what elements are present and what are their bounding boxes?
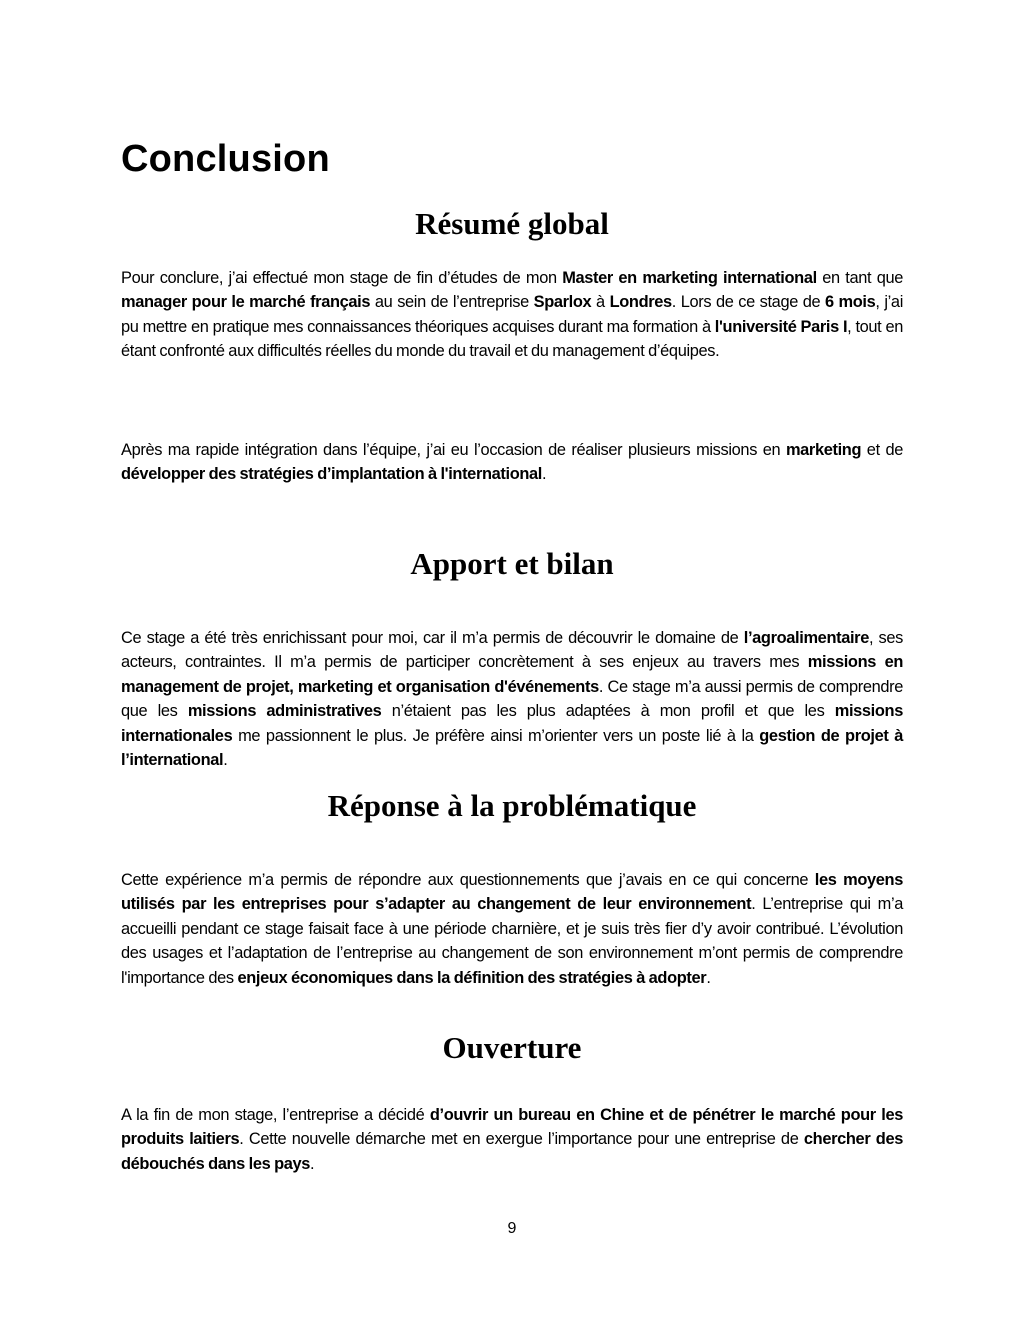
text-run: Après ma rapide intégration dans l’équipe, j’ai eu l’occasion de réaliser plusieurs missions en <box>121 441 786 459</box>
text-run: . Ce stage m’a aussi permis de comprendre que les <box>121 677 903 721</box>
section-heading-apport-bilan: Apport et bilan <box>410 546 614 581</box>
bold-text-run: 6 mois <box>825 293 876 312</box>
page-title: Conclusion <box>121 138 330 180</box>
section-heading-reponse-problematique: Réponse à la problématique <box>327 788 697 823</box>
bold-text-run: l’agroalimentaire <box>743 629 869 647</box>
text-run: me passionnent le plus. Je préfère ainsi m’orienter vers un poste lié à la <box>232 726 760 745</box>
paragraph-resume-intro <box>121 266 903 364</box>
text-run: en tant que <box>816 269 903 287</box>
text-run: A la fin de mon stage, l’entreprise a décidé <box>121 1106 430 1124</box>
bold-text-run: d’ouvrir un bureau en Chine et de pénétrer le marché pour les produits laitiers <box>121 1106 903 1149</box>
bold-text-run: Master en marketing international <box>562 269 817 287</box>
text-run: et de <box>861 441 903 459</box>
text-run: , j’ai pu mettre en pratique mes connaissances théoriques acquises durant ma formation à <box>121 293 903 336</box>
text-run: n’étaient pas les plus adaptées à mon profil et que les <box>381 702 835 721</box>
text-run: . Cette nouvelle démarche met en exergue l’importance pour une entreprise de <box>239 1130 804 1149</box>
text-run: . Lors de ce stage de <box>671 293 826 312</box>
bold-text-run: manager pour le marché français <box>121 293 371 312</box>
text-run: , ses acteurs, contraintes. Il m’a permis de participer concrètement à ses enjeux au travers mes <box>121 629 903 672</box>
bold-text-run: missions administratives <box>187 702 382 721</box>
bold-text-run: marketing <box>785 441 862 459</box>
bold-text-run: les moyens utilisés par les entreprises pour s’adapter au changement de leur environnement <box>121 871 903 914</box>
bold-text-run: développer des stratégies d’implantation à l'international <box>121 465 543 484</box>
bold-text-run: missions internationales <box>121 702 903 745</box>
text-run: à <box>591 293 610 312</box>
text-run: Cette expérience m’a permis de répondre aux questionnements que j’avais en ce qui concerne <box>121 871 815 889</box>
paragraph-reponse-problematique <box>121 868 903 990</box>
paragraph-apport-bilan <box>121 626 903 772</box>
text-run: Pour conclure, j’ai effectué mon stage de fin d’études de mon <box>121 269 563 287</box>
text-run: . L’entreprise qui m’a accueilli pendant ce stage faisait face à une période charnière, et je suis très fier d’y avoir contribué. L’évolution des usages et l’adaptation de l’entreprise au changement de son environnement m’ont permis de comprendre l'importance des <box>121 895 903 987</box>
section-heading-ouverture: Ouverture <box>442 1030 582 1065</box>
bold-text-run: Sparlox <box>533 293 592 312</box>
section-heading-resume-global: Résumé global <box>415 206 609 241</box>
bold-text-run: gestion de projet à l’international <box>121 726 903 770</box>
bold-text-run: missions en management de projet, marketing et organisation d'événements <box>121 653 903 696</box>
bold-text-run: l'université Paris I <box>714 317 848 336</box>
text-run: . <box>223 751 228 770</box>
paragraph-resume-missions <box>121 438 903 487</box>
text-run: . <box>310 1154 315 1173</box>
page-number: 9 <box>507 1220 517 1237</box>
text-run: . <box>542 465 547 484</box>
text-run: au sein de l’entreprise <box>370 293 534 312</box>
text-run: Ce stage a été très enrichissant pour moi, car il m’a permis de découvrir le domaine de <box>121 629 744 647</box>
text-run: . <box>706 968 711 987</box>
paragraph-ouverture <box>121 1103 903 1176</box>
bold-text-run: chercher des débouchés dans les pays <box>121 1130 903 1173</box>
text-run: , tout en étant confronté aux difficultés réelles du monde du travail et du management d’équipes. <box>121 317 903 361</box>
bold-text-run: enjeux économiques dans la définition des stratégies à adopter <box>237 968 707 987</box>
bold-text-run: Londres <box>609 293 672 312</box>
